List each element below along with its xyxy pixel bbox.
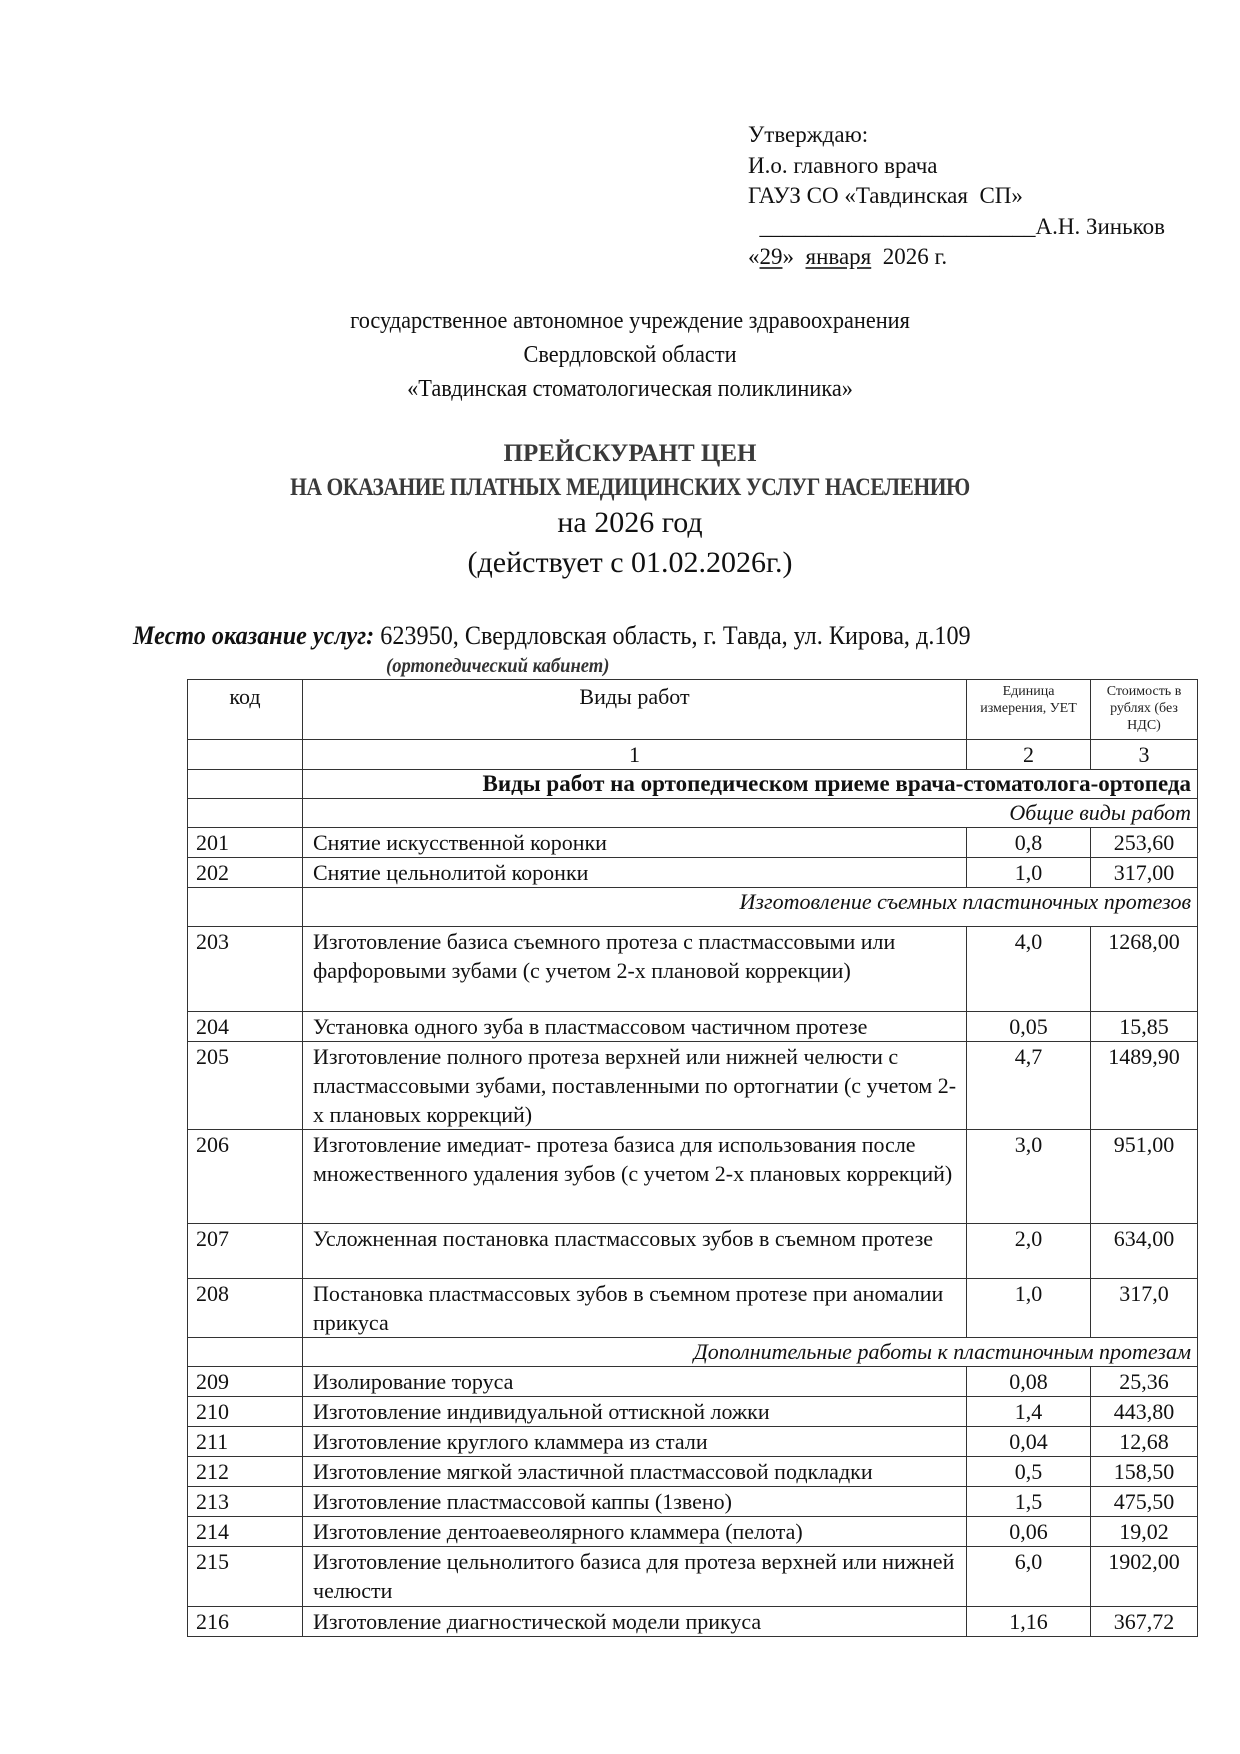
header-work: Виды работ: [303, 680, 967, 740]
service-unit: 0,06: [967, 1517, 1091, 1547]
group-title: Дополнительные работы к пластиночным протезам: [303, 1338, 1198, 1367]
table-row: [188, 1517, 1198, 1547]
table-row: [188, 1487, 1198, 1517]
table-row: [188, 1397, 1198, 1427]
table-row: [188, 1427, 1198, 1457]
service-price: 25,36: [1091, 1367, 1198, 1397]
service-name: Усложненная постановка пластмассовых зубов в съемном протезе: [303, 1224, 967, 1279]
service-code: 201: [188, 828, 303, 858]
table-row: [188, 1042, 1198, 1130]
service-unit: 0,08: [967, 1367, 1091, 1397]
table-row: [188, 1012, 1198, 1042]
service-unit: 4,7: [967, 1042, 1091, 1130]
service-price: 12,68: [1091, 1427, 1198, 1457]
service-unit: 0,05: [967, 1012, 1091, 1042]
title-year: на 2026 год: [557, 506, 703, 539]
service-code: 205: [188, 1042, 303, 1130]
group-title-row: [188, 888, 1198, 927]
service-code: 203: [188, 927, 303, 1012]
service-unit: 1,4: [967, 1397, 1091, 1427]
document-title: [0, 437, 1240, 505]
service-code: 213: [188, 1487, 303, 1517]
service-code: 208: [188, 1279, 303, 1338]
group-title-row: [188, 799, 1198, 828]
service-price: 317,0: [1091, 1279, 1198, 1338]
service-code: 209: [188, 1367, 303, 1397]
approval-organization: ГАУЗ СО «Тавдинская СП»: [748, 183, 1023, 208]
table-row: [188, 1224, 1198, 1279]
organization-line-1: государственное автономное учреждение здравоохранения: [350, 308, 910, 334]
organization-line-3: «Тавдинская стоматологическая поликлиника»: [407, 376, 853, 402]
service-unit: 1,0: [967, 1279, 1091, 1338]
approval-date: [748, 242, 1165, 273]
service-code: 210: [188, 1397, 303, 1427]
table-row: [188, 1607, 1198, 1637]
organization-line-2: Свердловской области: [523, 342, 737, 368]
service-location: [133, 620, 971, 652]
cabinet-note: (ортопедический кабинет): [386, 655, 610, 677]
service-name: Изготовление индивидуальной оттискной ложки: [303, 1397, 967, 1427]
service-price: 1489,90: [1091, 1042, 1198, 1130]
service-price: 158,50: [1091, 1457, 1198, 1487]
service-price: 367,72: [1091, 1607, 1198, 1637]
service-price: 1268,00: [1091, 927, 1198, 1012]
approval-heading: Утверждаю:: [748, 122, 869, 147]
service-name: Постановка пластмассовых зубов в съемном протезе при аномалии прикуса: [303, 1279, 967, 1338]
service-name: Изготовление круглого кламмера из стали: [303, 1427, 967, 1457]
service-code: 204: [188, 1012, 303, 1042]
signer-name: А.Н. Зиньков: [1035, 213, 1165, 239]
header-code: код: [188, 680, 303, 740]
service-price: 19,02: [1091, 1517, 1198, 1547]
approval-position: И.о. главного врача: [748, 152, 938, 178]
service-unit: 3,0: [967, 1130, 1091, 1224]
service-name: Изготовление дентоаевеолярного кламмера (пелота): [303, 1517, 967, 1547]
organization-name: [44, 304, 1216, 406]
service-price: 475,50: [1091, 1487, 1198, 1517]
table-row: [188, 1547, 1198, 1607]
table-header-row: [188, 680, 1198, 740]
group-title-row: [188, 1338, 1198, 1367]
header-unit: Единица измерения, УЕТ: [967, 680, 1091, 740]
service-price: 15,85: [1091, 1012, 1198, 1042]
service-name: Изготовление диагностической модели прикуса: [303, 1607, 967, 1637]
service-name: Изготовление полного протеза верхней или нижней челюсти с пластмассовыми зубами, поставленными по ортогнатии (с учетом 2-х плановых коррекций): [303, 1042, 967, 1130]
service-unit: 0,04: [967, 1427, 1091, 1457]
column-number-unit: 2: [967, 740, 1091, 770]
service-price: 443,80: [1091, 1397, 1198, 1427]
title-line-2: НА ОКАЗАНИЕ ПЛАТНЫХ МЕДИЦИНСКИХ УСЛУГ НАСЕЛЕНИЮ: [290, 474, 970, 501]
table-row: [188, 1279, 1198, 1338]
service-price: 253,60: [1091, 828, 1198, 858]
date-quote-close: »: [782, 244, 806, 269]
date-quote-open: «: [748, 244, 760, 269]
service-name: Снятие искусственной коронки: [303, 828, 967, 858]
service-price: 634,00: [1091, 1224, 1198, 1279]
column-number-row: [188, 740, 1198, 770]
table-row: [188, 1457, 1198, 1487]
service-code: 215: [188, 1547, 303, 1607]
service-code: 202: [188, 858, 303, 888]
service-code: 206: [188, 1130, 303, 1224]
date-month: января: [805, 244, 872, 269]
approval-signature-line: [748, 212, 1165, 243]
service-price: 1902,00: [1091, 1547, 1198, 1607]
valid-from: (действует с 01.02.2026г.): [467, 546, 793, 579]
service-name: Изготовление мягкой эластичной пластмассовой подкладки: [303, 1457, 967, 1487]
service-name: Установка одного зуба в пластмассовом частичном протезе: [303, 1012, 967, 1042]
column-number-code: [188, 740, 303, 770]
service-unit: 0,8: [967, 828, 1091, 858]
location-address: 623950, Свердловская область, г. Тавда, ул. Кирова, д.109: [374, 621, 971, 650]
approval-block: [748, 120, 1165, 273]
section-code-empty: [188, 770, 303, 799]
service-code: 216: [188, 1607, 303, 1637]
group-code-empty: [188, 1338, 303, 1367]
service-code: 212: [188, 1457, 303, 1487]
service-code: 207: [188, 1224, 303, 1279]
date-year: 2026 г.: [871, 244, 948, 269]
service-unit: 6,0: [967, 1547, 1091, 1607]
table-row: [188, 858, 1198, 888]
group-code-empty: [188, 888, 303, 927]
service-code: 211: [188, 1427, 303, 1457]
service-code: 214: [188, 1517, 303, 1547]
service-unit: 0,5: [967, 1457, 1091, 1487]
service-price: 317,00: [1091, 858, 1198, 888]
date-day: 29: [759, 244, 783, 269]
service-unit: 4,0: [967, 927, 1091, 1012]
table-row: [188, 828, 1198, 858]
section-title-row: [188, 770, 1198, 799]
price-table: [187, 679, 1198, 1637]
service-unit: 2,0: [967, 1224, 1091, 1279]
group-code-empty: [188, 799, 303, 828]
service-name: Изготовление цельнолитого базиса для протеза верхней или нижней челюсти: [303, 1547, 967, 1607]
service-unit: 1,16: [967, 1607, 1091, 1637]
table-row: [188, 927, 1198, 1012]
service-name: Изолирование торуса: [303, 1367, 967, 1397]
table-row: [188, 1367, 1198, 1397]
column-number-price: 3: [1091, 740, 1198, 770]
column-number-work: 1: [303, 740, 967, 770]
service-unit: 1,5: [967, 1487, 1091, 1517]
service-name: Изготовление имедиат- протеза базиса для использования после множественного удаления зубов (с учетом 2-х плановых коррекций): [303, 1130, 967, 1224]
location-label: Место оказание услуг:: [133, 621, 375, 650]
section-title: Виды работ на ортопедическом приеме врача-стоматолога-ортопеда: [303, 770, 1198, 799]
signature-blank: ________________________: [748, 213, 1036, 239]
service-name: Изготовление базиса съемного протеза с пластмассовыми или фарфоровыми зубами (с учетом 2-х плановой коррекции): [303, 927, 967, 1012]
service-price: 951,00: [1091, 1130, 1198, 1224]
title-line-1: ПРЕЙСКУРАНТ ЦЕН: [503, 440, 757, 467]
service-unit: 1,0: [967, 858, 1091, 888]
table-row: [188, 1130, 1198, 1224]
service-name: Изготовление пластмассовой каппы (1звено): [303, 1487, 967, 1517]
header-price: Стоимость в рублях (без НДС): [1091, 680, 1198, 740]
group-title: Изготовление съемных пластиночных протезов: [303, 888, 1198, 927]
group-title: Общие виды работ: [303, 799, 1198, 828]
service-name: Снятие цельнолитой коронки: [303, 858, 967, 888]
